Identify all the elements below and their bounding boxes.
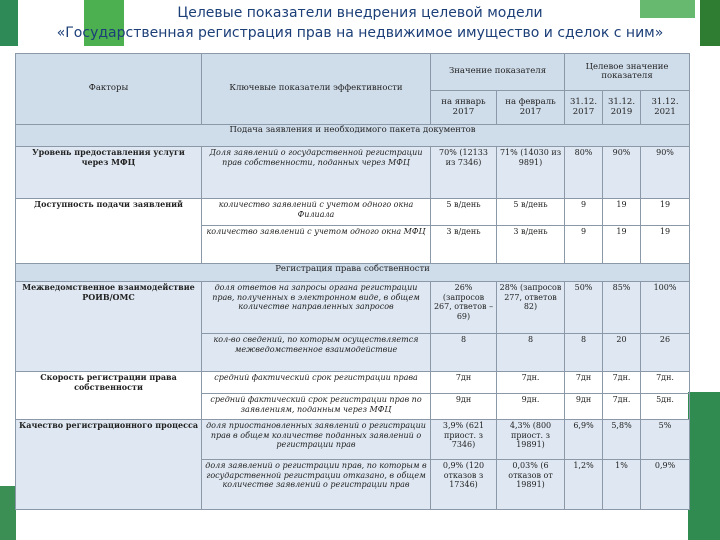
target-2019-cell: 19 [603,199,641,226]
kpi-cell: средний фактический срок регистрации права [202,372,431,394]
value-jan-cell: 70% (12133 из 7346) [431,147,497,199]
target-2017-cell: 9дн [565,394,603,420]
section-title: Регистрация права собственности [16,264,690,282]
value-feb-cell: 7дн. [497,372,565,394]
value-jan-cell: 26% (запросов 267, ответов – 69) [431,282,497,334]
kpi-cell: кол-во сведений, по которым осуществляется межведомственное взаимодействие [202,334,431,372]
target-2019-cell: 1% [603,460,641,510]
target-2021-cell: 26 [641,334,690,372]
title-line-1: Целевые показатели внедрения целевой модели [177,5,543,21]
factor-cell: Качество регистрационного процесса [16,420,202,510]
header-2019: 31.12. 2019 [603,91,641,125]
table-row [16,282,690,334]
kpi-cell: доля заявлений о регистрации прав, по которым в государственной регистрации отказано, в общем количестве заявлений о регистрации прав [202,460,431,510]
value-jan-cell: 3,9% (621 приост. з 7346) [431,420,497,460]
title-line-2: «Государственная регистрация прав на недвижимое имущество и сделок с ним» [56,25,664,41]
factor-cell: Межведомственное взаимодействие РОИВ/ОМС [16,282,202,372]
table-row [16,199,690,226]
value-jan-cell: 7дн [431,372,497,394]
target-2021-cell: 90% [641,147,690,199]
target-2017-cell: 7дн [565,372,603,394]
header-target: Целевое значение показателя [565,54,690,91]
target-2017-cell: 6,9% [565,420,603,460]
target-2017-cell: 9 [565,199,603,226]
table-row [16,147,690,199]
table-row [16,372,690,394]
target-2021-cell: 100% [641,282,690,334]
target-2021-cell: 5% [641,420,690,460]
kpi-cell: доля ответов на запросы органа регистрации прав, полученных в электронном виде, в общем количестве направленных запросов [202,282,431,334]
target-2017-cell: 1,2% [565,460,603,510]
target-2019-cell: 5,8% [603,420,641,460]
header-feb-2017: на февраль 2017 [497,91,565,125]
header-row [16,54,690,91]
value-jan-cell: 3 в/день [431,226,497,264]
value-jan-cell: 9дн [431,394,497,420]
value-feb-cell: 9дн. [497,394,565,420]
section-row [16,264,690,282]
kpi-cell: количество заявлений с учетом одного окна Филиала [202,199,431,226]
kpi-table [15,53,690,510]
header-jan-2017: на январь 2017 [431,91,497,125]
section-title: Подача заявления и необходимого пакета документов [16,125,690,147]
header-current: Значение показателя [431,54,565,91]
factor-cell: Уровень предоставления услуги через МФЦ [16,147,202,199]
kpi-cell: количество заявлений с учетом одного окна МФЦ [202,226,431,264]
table-row [16,420,690,460]
value-feb-cell: 0,03% (6 отказов от 19891) [497,460,565,510]
decoration-bar [0,486,16,540]
value-feb-cell: 4,3% (800 приост. з 19891) [497,420,565,460]
slide-title [0,3,720,43]
value-feb-cell: 5 в/день [497,199,565,226]
target-2021-cell: 0,9% [641,460,690,510]
target-2017-cell: 50% [565,282,603,334]
target-2021-cell: 7дн. [641,372,690,394]
value-feb-cell: 28% (запросов 277, ответов 82) [497,282,565,334]
factor-cell: Доступность подачи заявлений [16,199,202,264]
target-2021-cell: 19 [641,226,690,264]
target-2019-cell: 19 [603,226,641,264]
kpi-cell: средний фактический срок регистрации прав по заявлениям, поданным через МФЦ [202,394,431,420]
target-2019-cell: 20 [603,334,641,372]
header-2021: 31.12. 2021 [641,91,690,125]
target-2017-cell: 9 [565,226,603,264]
header-factors: Факторы [16,54,202,125]
target-2017-cell: 80% [565,147,603,199]
header-kpi: Ключевые показатели эффективности [202,54,431,125]
kpi-cell: доля приостановленных заявлений о регистрации прав в общем количестве поданных заявлений о регистрации прав [202,420,431,460]
value-jan-cell: 0,9% (120 отказов з 17346) [431,460,497,510]
decoration-bar [688,392,720,540]
kpi-cell: Доля заявлений о государственной регистрации прав собственности, поданных через МФЦ [202,147,431,199]
value-feb-cell: 71% (14030 из 9891) [497,147,565,199]
target-2019-cell: 90% [603,147,641,199]
target-2021-cell: 19 [641,199,690,226]
section-row [16,125,690,147]
target-2019-cell: 85% [603,282,641,334]
factor-cell: Скорость регистрации права собственности [16,372,202,420]
target-2017-cell: 8 [565,334,603,372]
target-2019-cell: 7дн. [603,372,641,394]
value-jan-cell: 5 в/день [431,199,497,226]
target-2019-cell: 7дн. [603,394,641,420]
value-jan-cell: 8 [431,334,497,372]
value-feb-cell: 8 [497,334,565,372]
target-2021-cell: 5дн. [641,394,690,420]
header-2017: 31.12. 2017 [565,91,603,125]
value-feb-cell: 3 в/день [497,226,565,264]
